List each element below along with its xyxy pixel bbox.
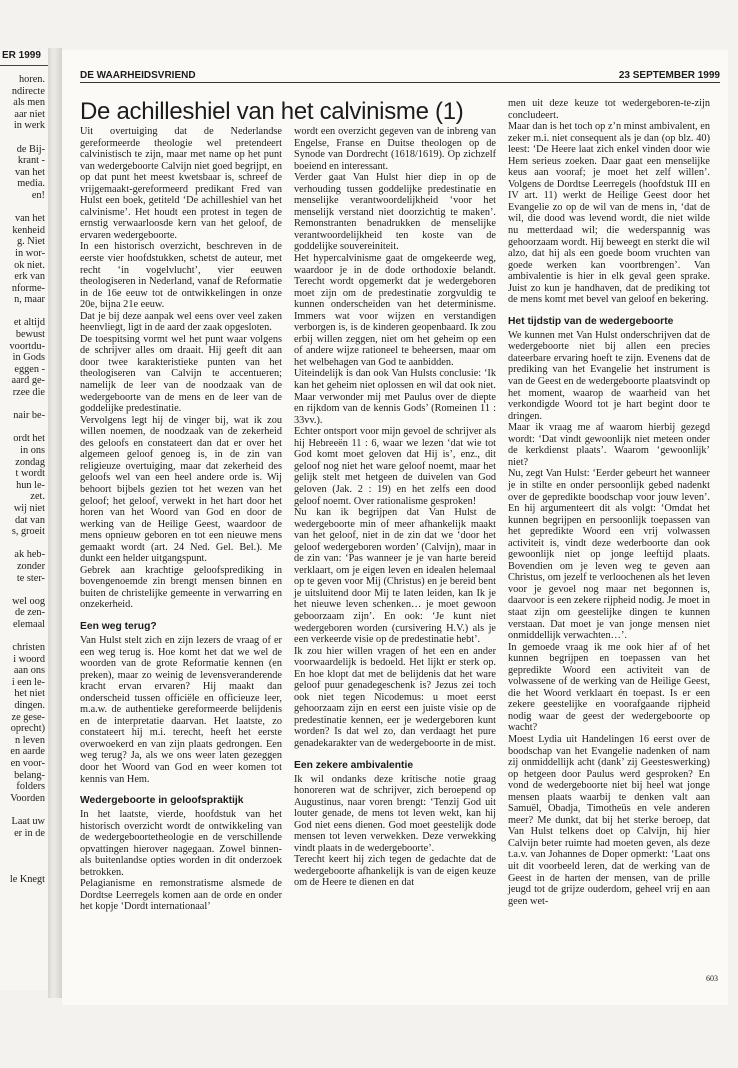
facing-page-line: in Gods [12, 352, 45, 364]
facing-page-line: ze gese- [11, 711, 45, 723]
paragraph: Ik wil ondanks deze kritische notie graag honoreren wat de schrijver, zich beroepend op Augustinus, naar voren brengt: ‘Tenzij God uit louter genade, de mens tot leven wekt, kan hij God niet eens dienen. God moet geestelijk dode mensen tot leven verwekken. Deze verwekking vindt plaats in de wedergeboorte’. [294, 773, 496, 854]
facing-page-line: en voor- [10, 758, 45, 770]
publication-name: DE WAARHEIDSVRIEND [80, 70, 196, 81]
facing-page-line: g. Niet [16, 236, 45, 248]
facing-page-line: n, maar [14, 294, 45, 306]
facing-page-line: nforme- [11, 282, 45, 294]
issue-date: 23 SEPTEMBER 1999 [618, 70, 720, 81]
facing-page-line [0, 538, 48, 550]
facing-page-line: bewust [15, 329, 45, 341]
facing-page-line: ak heb- [14, 549, 45, 561]
facing-page-line: dingen. [14, 700, 45, 712]
paragraph: Verder gaat Van Hulst hier diep in op de verhouding tussen goddelijke predestinatie en menselijke verantwoordelijkheid ‘voor het menselijk verstand niet doorzichtig te maken’. Remonstranten benadrukken de menselijke verantwoordelijkheid ten koste van de goddelijke souvereiniteit. [294, 172, 496, 253]
facing-page-line: van het [14, 213, 45, 225]
facing-page-line [0, 584, 48, 596]
facing-page-line: nair be- [13, 410, 45, 422]
section-heading: Wedergeboorte in geloofspraktijk [80, 795, 244, 807]
facing-page-line: le Knegt [9, 873, 45, 885]
magazine-page [62, 50, 728, 1005]
paragraph: Het hypercalvinisme gaat de omgekeerde weg, waardoor je in de dode orthodoxie belandt. Terecht wordt opgemerkt dat je wedergeboren moet zijn om de predestinatie zorgvuldig te kunnen onderscheiden van het determinisme. Immers wat voor wijzen en verstandigen verborgen is, is de kinderen geopenbaard. Ik zou erbij willen zeggen, niet om het geheim op een of andere wijze rationeel te beheersen, maar om het welbehagen van God te aanbidden. [294, 253, 496, 368]
facing-page-line: zondag [15, 456, 45, 468]
facing-page-line: het niet [14, 688, 45, 700]
facing-page-line: folders [16, 781, 45, 793]
section-heading: Het tijdstip van de wedergeboorte [508, 315, 674, 327]
facing-page-line: hun le- [16, 479, 45, 491]
facing-page-line: belang- [14, 769, 45, 781]
facing-page-text [0, 74, 48, 886]
facing-page-line [0, 631, 48, 643]
section-heading: Een zekere ambivalentie [294, 759, 414, 771]
facing-page-line: t wordt [15, 468, 45, 480]
facing-page-line [0, 399, 48, 411]
facing-page-line: media. [17, 178, 45, 190]
paragraph: men uit deze keuze tot wedergeboren-te-zijn concludeert. [508, 98, 710, 121]
facing-page-line: et altijd [13, 317, 45, 329]
facing-page-line: in wor- [15, 247, 45, 259]
facing-page-line: zonder [16, 560, 45, 572]
facing-page-line: s, groeit [11, 526, 45, 538]
paragraph: wordt een overzicht gegeven van de inbreng van Engelse, Franse en Duitse theologen op de Synode van Dordrecht (1618/1619). Op zichzelf boeiend en interessant. [294, 126, 496, 172]
facing-page-line [0, 422, 48, 434]
facing-page-line [0, 132, 48, 144]
book-gutter [48, 48, 62, 998]
paragraph: Nu, zegt Van Hulst: ‘Eerder gebeurt het wanneer je in stilte en onder persoonlijk gebed nadenkt over de gepredikte boodschap voor jouw leven’. En hij argumenteert dit als volgt: ‘Omdat het kunnen begrijpen en persoonlijk toepassen van het gepredikte Woord een vrij volwassen activiteit is, vindt deze wederboorte dan ook gewoonlijk niet op jonge leeftijd plaats. Bovendien om je leven weg te geven aan Christus, om jezelf te verloochenen als het leven voor je gevoel nog maar net begonnen is, daarvoor is een zekere rijpheid nodig. Je moet in staat zijn om geestelijke dingen te kunnen verstaan. Dat moet je van jonge mensen niet onmiddellijk verwachten…’. [508, 468, 710, 642]
facing-page-line: in werk [13, 120, 45, 132]
facing-page-line: rzee die [12, 387, 45, 399]
facing-page [0, 50, 48, 990]
paragraph: In gemoede vraag ik me ook hier af of het kunnen begrijpen en toepassen van het gepredikte Woord een activiteit van de volwassene of de werking van de Heilige Geest, die het Woord verklaart én toepast. Is er een zekere geestelijke en voorafgaande rijpheid nodig waar de geest der wedergeboorte op wacht? [508, 641, 710, 734]
facing-page-line: aan ons [13, 665, 45, 677]
facing-page-line [0, 306, 48, 318]
paragraph: In het laatste, vierde, hoofdstuk van het historisch overzicht wordt de ontwikkeling van de wedergeboortetheologie en de verschillende opvattingen hierover nagegaan. Zowel binnen- als buitenlandse opties worden in dit onderzoek betrokken. [80, 809, 282, 878]
paragraph: Echter ontsport voor mijn gevoel de schrijver als hij Hebreeën 11 : 6, waar we lezen ‘dat wie tot God komt moet geloven dat Hij is’, enz., dit geloof nog niet het ware geloof noemt, maar het gelijk stelt met hetgeen de duivelen van God geloven (Jak. 2 : 19) en het zelfs een dood geloof noemt. Over rationalisme gesproken! [294, 426, 496, 507]
paragraph: Pelagianisme en remonstratisme alsmede de Dordtse Leerregels komen aan de orde en onder het kopje ‘Dordt internationaal’ [80, 878, 282, 913]
facing-page-line: de zen- [14, 607, 45, 619]
paragraph: Van Hulst stelt zich en zijn lezers de vraag of er een weg terug is. Hoe komt het dat we wel de woorden van de grote Reformatie kennen (en preken), maar zo weinig de levensveranderende kracht ervan ervaren? Hij maakt dan onderscheid tussen officiële en officieuze leer, m.a.w. de authentieke gereformeerde belijdenis en de interpretatie daarvan. Het laatste, zo constateert hij m.i. terecht, heeft het eerste overwoekerd en van zijn plaats gedrongen. Een weg terug? Ja, als we ons weer laten gezeggen door het Woord van God en weer komen tot kennis van Hem. [80, 634, 282, 785]
facing-page-line: aard ge- [11, 375, 45, 387]
facing-page-line: in ons [20, 445, 45, 456]
facing-page-line: wel oog [12, 595, 45, 607]
facing-page-header: ER 1999 [2, 50, 41, 61]
facing-page-line: er in de [14, 827, 45, 839]
facing-page-line [0, 202, 48, 214]
facing-page-line: horen. [18, 74, 45, 85]
facing-page-line: krant - [17, 155, 45, 167]
article-column-2 [294, 126, 496, 889]
paragraph: Terecht keert hij zich tegen de gedachte dat de wedergeboorte afhankelijk is van de eigen keuze om de Heere te dienen en dat [294, 854, 496, 889]
facing-page-line: wij niet [13, 502, 45, 514]
facing-page-line: aar niet [14, 108, 45, 120]
facing-page-line: i een le- [11, 676, 45, 688]
facing-page-line: Laat uw [11, 816, 45, 827]
paragraph: Moest Lydia uit Handelingen 16 eerst over de boodschap van het Evangelie nadenken of nam zij onmiddellijk acht (dank’ zij Geesteswerking) op hetgeen door Paulus werd gesproken? En vond de wedergeboorte niet bij heel wat jonge mensen plaats waarbij te denken valt aan Samuël, Obadja, Timotheüs en vele anderen meer? Me dunkt, dat bij het sterke beroep, dat Van Hulst telkens doet op Calvijn, hij hier Calvijn beter ruimte had moeten geven, als deze t.a.v. van Johannes de Doper opmerkt: ‘Laat ons uit dit voorbeeld leren, dat de werking van de Geest in de harten der mensen, van de prille jeugd tot de grijze ouderdom, geheel vrij en aan geen wet- [508, 733, 710, 907]
article-column-1 [80, 126, 282, 913]
paragraph: In een historisch overzicht, beschreven in de eerste vier hoofdstukken, schetst de auteur, met recht ‘in vogelvlucht’, vier eeuwen theologiseren in Nederland, vanaf de Reformatie in de 16e eeuw tot de ontwikkelingen in onze 20e, bijna 21e eeuw. [80, 241, 282, 311]
facing-page-line: te ster- [16, 572, 45, 584]
facing-page-rule [0, 65, 48, 66]
page-number: 603 [706, 974, 718, 983]
facing-page-line [0, 839, 48, 851]
paragraph: Uit overtuiging dat de Nederlandse gereformeerde theologie wel pretendeert calvinistisch te zijn, maar met name op het punt van wedergeboorte Calvijn niet goed begrijpt, en op dat punt het meest kwetsbaar is, schreef de vrijgemaakt-gereformeerd predikant Fred van Hulst een boek, getiteld ‘De achilleshiel van het calvinisme’. Het houdt een protest in tegen de ernstig verwaarloosde kern van het geloof, de ervaren wedergeboorte. [80, 126, 282, 241]
facing-page-line: en aarde [10, 746, 45, 758]
facing-page-line: als men [13, 97, 45, 109]
facing-page-line: n leven [14, 734, 45, 746]
facing-page-line [0, 862, 48, 874]
paragraph: We kunnen met Van Hulst onderschrijven dat de wedergeboorte niet bij allen een precies dateerbare ervaring hoeft te zijn. Evenens dat de prediking van het Evangelie het instrument is van de Geest en de wedergeboorte plaatsvindt op het moment, waarop de waarheid van het verkondigde Woord tot je hart begint door te dringen. [508, 329, 710, 422]
paragraph: Uiteindelijk is dan ook Van Hulsts conclusie: ‘Ik kan het geheim niet oplossen en wil dat ook niet. Maar verwonder mij met Paulus over de diepte en rijkdom van de kennis Gods’ (Romeinen 11 : 33vv.). [294, 368, 496, 426]
facing-page-line: christen [12, 642, 45, 654]
facing-page-line: zet. [30, 491, 45, 503]
facing-page-line: de Bij- [16, 143, 45, 155]
section-heading: Een weg terug? [80, 620, 157, 632]
article-column-3 [508, 98, 710, 907]
facing-page-line: ndirecte [11, 85, 45, 97]
paragraph: Dat je bij deze aanpak wel eens over veel zaken heenvliegt, ligt in de aard der zaak opgesloten. [80, 310, 282, 334]
paragraph: Gebrek aan krachtige geloofsprediking in bovengenoemde zin brengt mensen binnen en buiten de christelijke gemeente in verwarring en onzekerheid. [80, 564, 282, 611]
paragraph: Nu kan ik begrijpen dat Van Hulst de wedergeboorte min of meer afhankelijk maakt van het geloof, niet in de zin dat we ‘door het geloof wedergeboren worden’ (Calvijn), maar in de zin van: ‘Pas wanneer je je van harte bereid verklaart, om je eigen leven en idealen helemaal op te geven voor Mij (Christus) en je bereid bent je uitsluitend door Mij te laten leiden, kan Ik je het nieuwe leven schenken… je moet gewoon geboorzaam zijn’. En ook: ‘Je kunt niet wedergeboren worden (cursivering H.V.) als je een verkeerde visie op de predestinatie hebt’. [294, 507, 496, 646]
paragraph: De toespitsing vormt wel het punt waar volgens de schrijver alles om draait. Hij geeft dit aan door twee karakteristieke punten van het theologiseren van Calvijn te accentueren; namelijk de leer van de noodzaak van de wedergeboorte van de mens en de leer van de goddelijke predestinatie. [80, 333, 282, 415]
facing-page-line: i woord [13, 653, 45, 665]
facing-page-line [0, 851, 48, 863]
paragraph: Ik zou hier willen vragen of het een en ander voorwaardelijk is bedoeld. Het lijkt er sterk op. En hoe klopt dat met de belijdenis dat het ware geloof puur genadegeschenk is? Jezus zei toch ook niet tegen Nicodemus: u moet eerst gehoorzaam zijn en eerst een juiste visie op de predestinatie kennen, eer je wedergeboren kunt worden? Is dat wel zo, dan verdaagt het pure genadekarakter van de wedergeboorte in de mist. [294, 645, 496, 749]
paragraph: Maar ik vraag me af waarom hierbij gezegd wordt: ‘Dat vindt gewoonlijk niet meteen onder de kerkdienst plaats’. Waarom ‘gewoonlijk’ niet? [508, 422, 710, 468]
facing-page-line: eggen - [14, 363, 45, 375]
facing-page-line: elemaal [12, 618, 45, 630]
article-title: De achilleshiel van het calvinisme (1) [80, 98, 464, 125]
facing-page-line: voortdu- [9, 340, 45, 352]
facing-page-line: erk van [14, 271, 45, 283]
facing-page-line: dat van [14, 514, 45, 526]
facing-page-line: van het [14, 166, 45, 178]
paragraph: Maar dan is het toch op z’n minst ambivalent, en zeker m.i. niet consequent als je dan (op blz. 40) leest: ‘De Heere laat zich enkel vinden door wie Hem serieus zoeken. Daar gaat een menselijke keus aan vooraf; je moet het zelf willen’. Volgens de Dordtse Leerregels (hoofdstuk III en IV art. 11) werkt de Heilige Geest door het Evangelie zo op de wil van de mens in, ‘dat de wil, die dood was levend wordt, die niet wilde nu metterdaad wil; die wederspannig was gehoorzaam wordt. Hij beweegt en sterkt die wil alzo, dat hij als een goede boom vruchten van goede werken kan voortbrengen’. Van ambivalentie is hier in elk geval geen sprake. Juist zo kun je handhaven, dat de prediking tot de mens komt met bevel van geloof en bekering. [508, 121, 710, 306]
facing-page-line: Voorden [10, 792, 45, 804]
paragraph: Vervolgens legt hij de vinger bij, wat ik zou willen noemen, de noodzaak van de zekerheid des geloofs en constateert dan dat er over het algemeen geloof genoeg is, in de zin van religieuze overtuiging, maar dat zekerheid des geloofs wel van een heel andere orde is. Wij behoort bijbels gezien tot het wezen van het geloof; het geloof, verwekt in het hart door het horen van het Woord van God en door de werking van de Heilige Geest, waardoor de mens opnieuw geboren en tot een nieuwe mens gemaakt wordt (art. 24 Ned. Gel. Bel.). Me dunkt een helder uitgangspunt. [80, 414, 282, 565]
facing-page-line: oprecht) [10, 723, 45, 735]
facing-page-line: kenheid [12, 224, 45, 236]
masthead-rule [80, 82, 720, 83]
facing-page-line [0, 804, 48, 816]
facing-page-line: ordt het [13, 433, 45, 445]
facing-page-line: en! [31, 189, 45, 201]
facing-page-line: ok niet. [14, 259, 45, 271]
